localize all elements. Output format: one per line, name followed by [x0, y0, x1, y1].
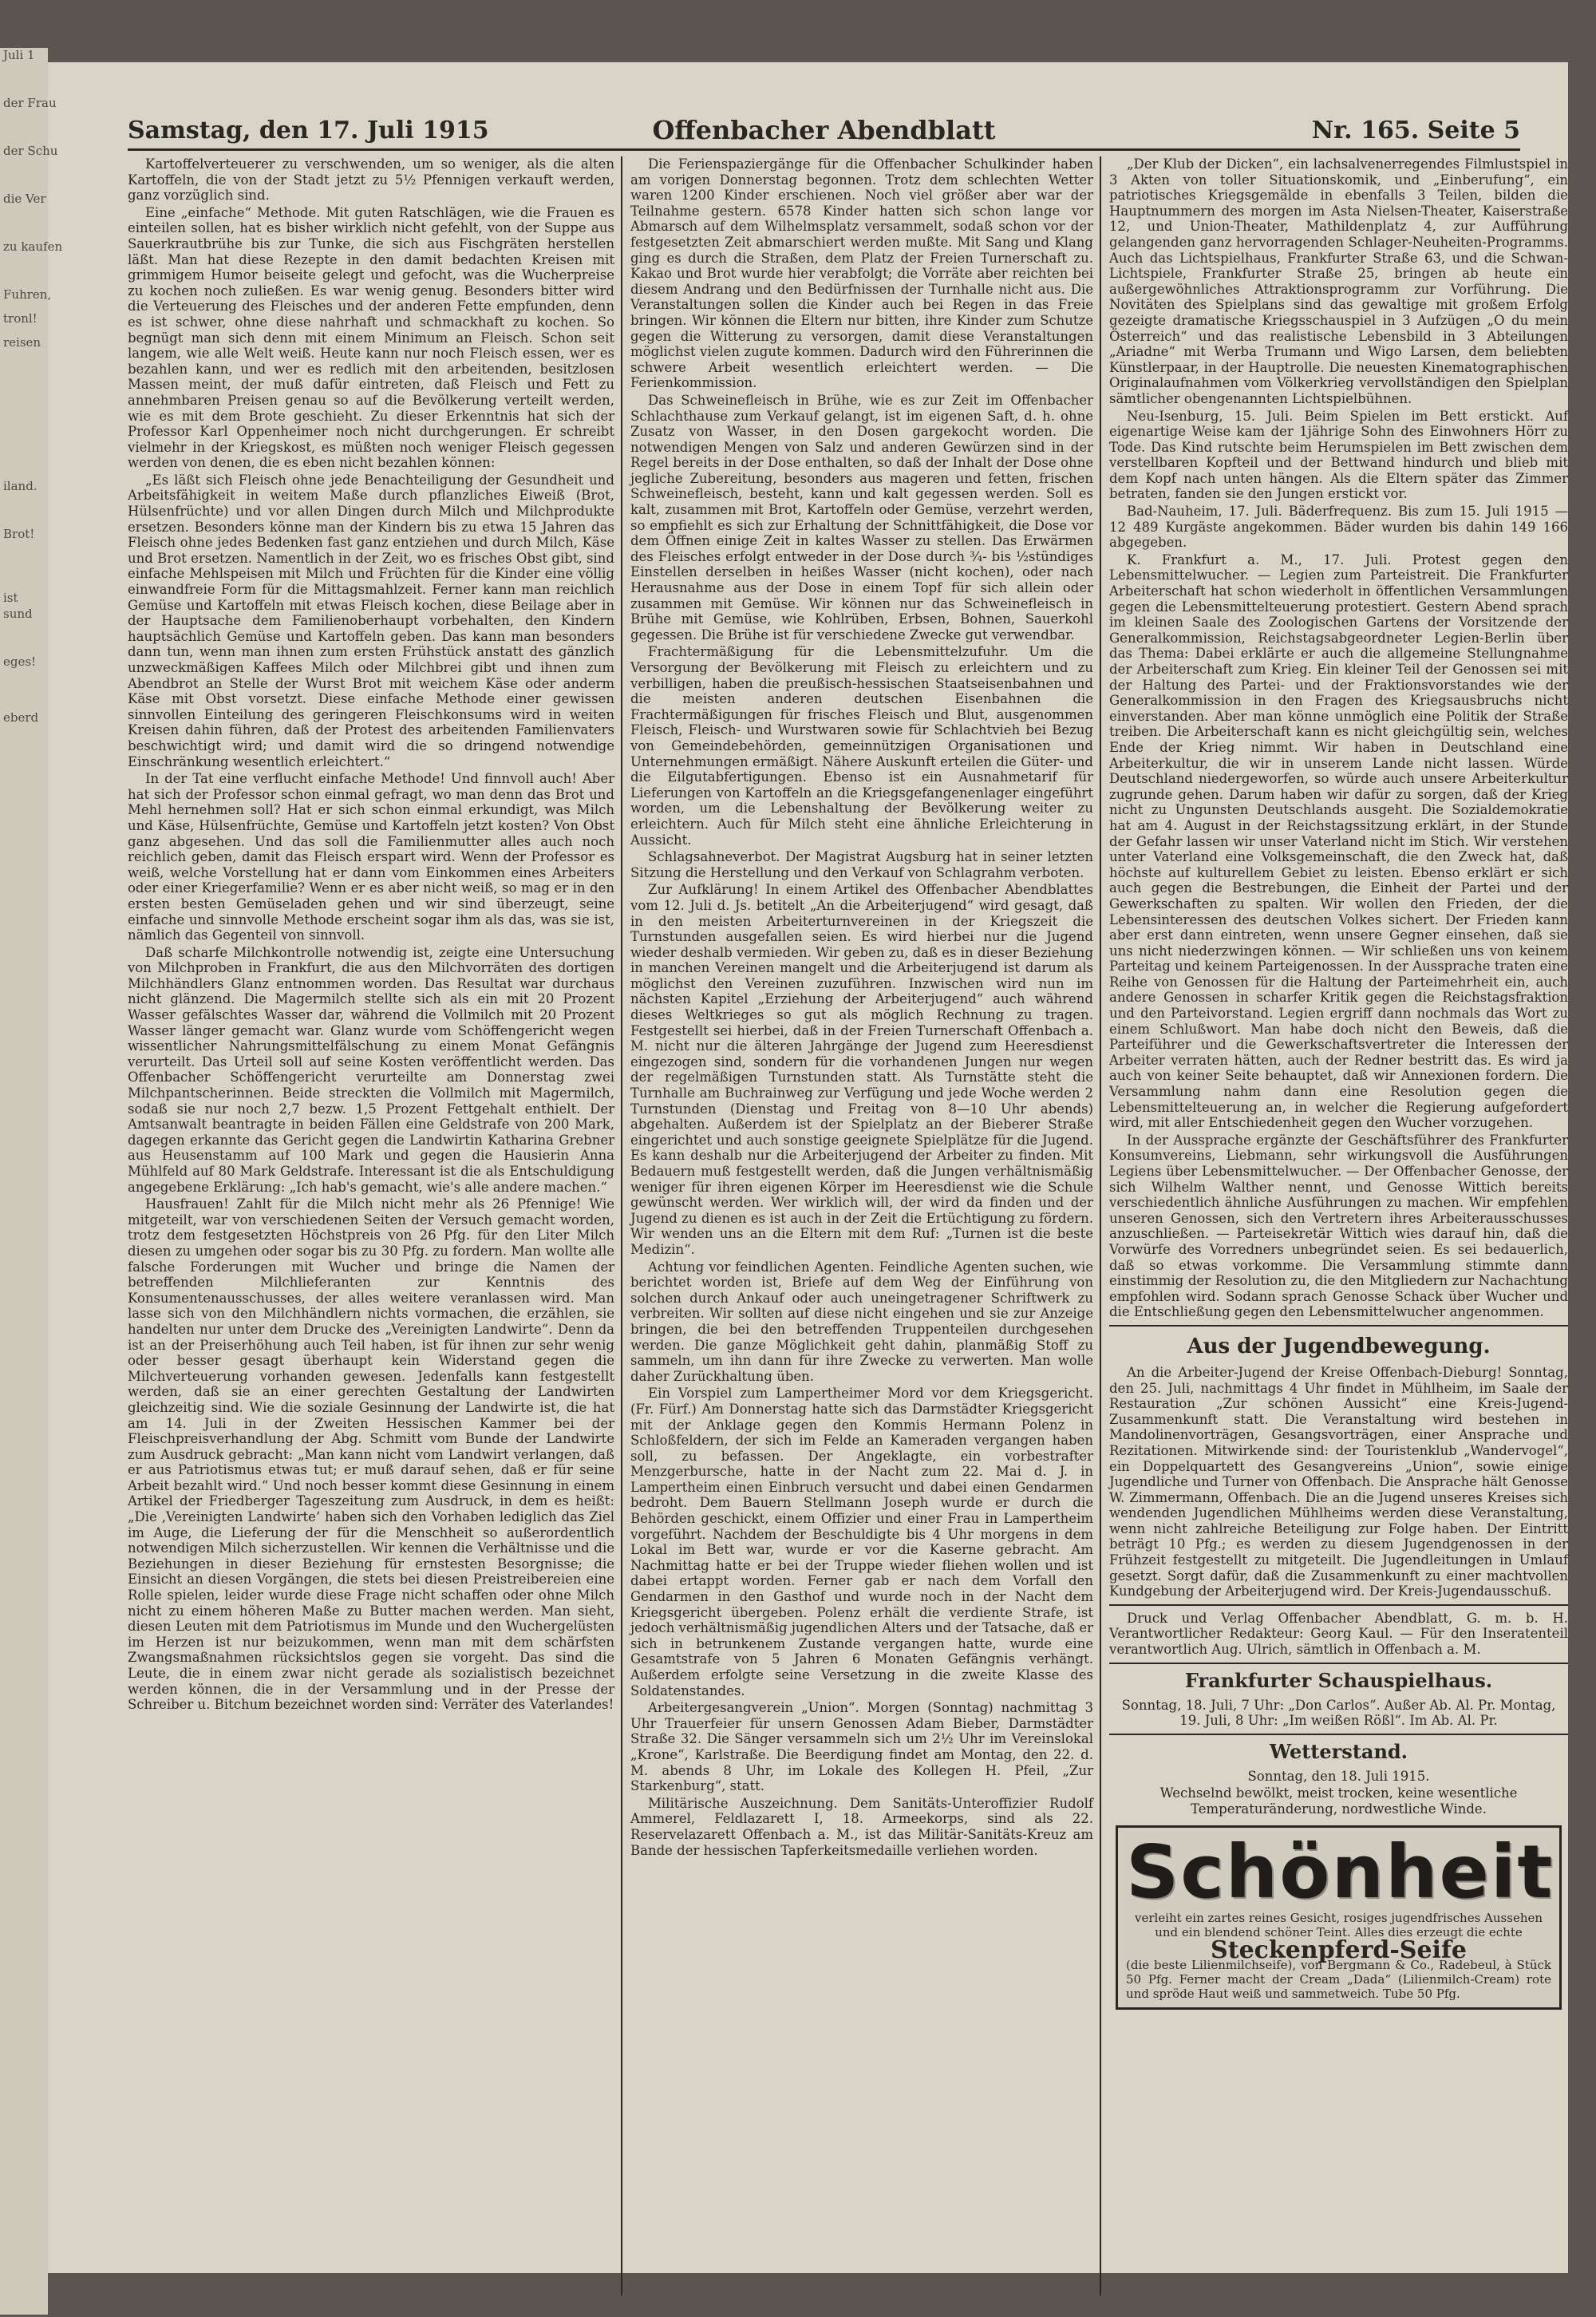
article-paragraph: Kartoffelverteuerer zu verschwenden, um so weniger, als die alten Kartoffeln, die von der Stadt jetzt zu 5½ Pfennigen verkauft werden, ganz vorzüglich sind. [128, 156, 614, 204]
article-paragraph: „Der Klub der Dicken“, ein lachsalvenerregendes Filmlustspiel in 3 Akten von toller Situationskomik, und „Einberufung“, ein patriotisches Kriegsgemälde in ebenfalls 3 Teilen, bilden die Hauptnummern des morgen im Asta Nielsen-Theater, Kaiserstraße 12, und Union-Theater, Mathildenplatz 4, zur Aufführung gelangenden ganz hervorragenden Schlager-Neuheiten-Programms. Auch das Lichtspielhaus, Frankfurter Straße 63, und die Schwan-Lichtspiele, Frankfurter Straße 25, bringen ab heute ein außergewöhnliches Attraktionsprogramm zur Vorführung. Die Novitäten des Spielplans sind das gewaltige mit großem Erfolg gezeigte dramatische Kriegsschauspiel in 3 Aufzügen „O du mein Österreich“ und das realistische Lebensbild in 3 Abteilungen „Ariadne“ mit Werba Trumann und Wigo Larsen, dem beliebten Künstlerpaar, in der Hauptrolle. Die neuesten Kinematographischen Originalaufnahmen vom Völkerkrieg vervollständigen den Spielplan sämtlicher obengenannten Lichtspielbühnen. [1109, 156, 1568, 406]
strip-fragment: iland. [3, 479, 38, 493]
strip-fragment: sund [3, 607, 33, 621]
header-paper-title: Offenbacher Abendblatt [652, 115, 996, 145]
strip-fragment: Juli 1 [3, 48, 35, 62]
article-paragraph: In der Tat eine verflucht einfache Methode! Und finnvoll auch! Aber hat sich der Professor schon einmal gefragt, wo man denn das Brot und Mehl hernehmen soll? Hat er sich schon einmal erkundigt, was Milch und Käse, Hülsenfrüchte, Gemüse und Kartoffeln jetzt kosten? Von Obst ganz abgesehen. Und das soll die Familienmutter alles auch noch reichlich geben, damit das Fleisch erspart wird. Wenn der Professor es weiß, welche Vorstellung hat er dann vom Einkommen eines Arbeiters oder einer Kriegerfamilie? Wenn er es aber nicht weiß, so mag er in den ersten besten Gemüseladen gehen und wir sind überzeugt, seine einfache und sinnvolle Methode erscheint sogar ihm als das, was sie ist, nämlich das Gegenteil von sinnvoll. [128, 771, 614, 943]
article-paragraph: Schlagsahneverbot. Der Magistrat Augsburg hat in seiner letzten Sitzung die Herstellung und den Verkauf von Schlagrahm verboten. [630, 849, 1093, 880]
theater-title: Frankfurter Schauspielhaus. [1184, 1668, 1493, 1692]
article-paragraph: Bad-Nauheim, 17. Juli. Bäderfrequenz. Bis zum 15. Juli 1915 — 12 489 Kurgäste angekommen. Bäder wurden bis dahin 149 166 abgegeben. [1109, 504, 1568, 551]
weather-date: Sonntag, den 18. Juli 1915. [1247, 1768, 1430, 1784]
column-1 [128, 156, 614, 2311]
article-paragraph: „Es läßt sich Fleisch ohne jede Benachteiligung der Gesundheit und Arbeitsfähigkeit in weitem Maße durch pflanzliches Eiweiß (Brot, Hülsenfrüchte) und vor allen Dingen durch Milch und Milchprodukte ersetzen. Besonders könne man der Kindern bis zu etwa 15 Jahren das Fleisch ohne jedes Bedenken fast ganz entziehen und durch Milch, Käse und Brot ersetzen. Namentlich in der Zeit, wo es frisches Obst gibt, sind einfache Mehlspeisen mit Milch und Früchten für die Kinder eine völlig einwandfreie Form für die Mittagsmahlzeit. Ferner kann man reichlich Gemüse und Kartoffeln mit etwas Fleisch kochen, diese Beilage aber in der Hauptsache dem Familienoberhaupt vorbehalten, den Kindern hauptsächlich Gemüse und Kartoffeln geben. Das kann man besonders dann tun, wenn man ihnen zum ersten Frühstück anstatt des gänzlich unzweckmäßigen Kaffees Milch oder Milchbrei gibt und ihnen zum Abendbrot an Stelle der Wurst Brot mit weichem Käse oder anderm Käse mit Obst vorsetzt. Diese einfache Methode einer gewissen sinnvollen Einteilung des geringeren Fleischkonsums wird in weiten Kreisen dahin führen, daß der Protest des arbeitenden Familienvaters beschwichtigt wird; und damit wird die so dringend notwendige Einschränkung wesentlich erleichtert.“ [128, 472, 614, 769]
newspaper-page [48, 62, 1568, 2273]
article-paragraph: Frachtermäßigung für die Lebensmittelzufuhr. Um die Versorgung der Bevölkerung mit Fleisch zu erleichtern und zu verbilligen, haben die preußisch-hessischen Staatseisenbahnen und die meisten anderen deutschen Eisenbahnen die Frachtermäßigungen für frisches Fleisch und Blut, ausgenommen Fleisch, Fleisch- und Wurstwaren sowie für Schlachtvieh bei Bezug von Gemeindebehörden, gemeinnützigen Organisationen und Unternehmungen ermäßigt. Nähere Auskunft erteilen die Güter- und die Eilgutabfertigungen. Ebenso ist ein Ausnahmetarif für Lieferungen von Kartoffeln an die Kriegsgefangenenlager eingeführt worden, um die Lebenshaltung der Bevölkerung weiter zu erleichtern. Auch für Milch steht eine ähnliche Erleichterung in Aussicht. [630, 644, 1093, 848]
strip-fragment: eges! [3, 654, 37, 669]
column-2 [630, 156, 1093, 2311]
article-paragraph: Achtung vor feindlichen Agenten. Feindliche Agenten suchen, wie berichtet worden ist, Briefe auf dem Weg der Einführung von solchen durch Ankauf oder auch uneingetragener Schriftwerk zu verbreiten. Wir sollten auf diese nicht eingehen und sie zur Anzeige bringen, die bei den betreffenden Truppenteilen durchgesehen werden. Die ganze Möglichkeit geht dahin, planmäßig Stoff zu sammeln, um ihn dann für ihre Zwecke zu verwerten. Man wolle daher Zurückhaltung üben. [630, 1259, 1093, 1384]
weather-forecast: Wechselnd bewölkt, meist trocken, keine wesentliche Temperaturänderung, nordwestliche Winde. [1159, 1785, 1518, 1817]
strip-fragment: Brot! [3, 527, 35, 541]
section-divider [1109, 1604, 1568, 1606]
strip-fragment: tronl! [3, 311, 38, 326]
section-divider [1109, 1663, 1568, 1664]
strip-fragment: zu kaufen [3, 239, 63, 254]
strip-fragment: der Frau [3, 96, 57, 110]
ad-subtext: verleiht ein zartes reines Gesicht, rosiges jugendfrisches Aussehen und ein blendend schöner Teint. Alles dies erzeugt die echte [1134, 1910, 1543, 1939]
youth-section-title: Aus der Jugendbewegung. [1187, 1334, 1491, 1358]
ad-brand: Steckenpferd-Seife [1211, 1935, 1467, 1964]
header-page-number: Nr. 165. Seite 5 [1311, 117, 1520, 144]
section-divider [1109, 1734, 1568, 1735]
adjacent-page-strip [0, 48, 63, 2315]
strip-fragment: der Schu [3, 144, 58, 158]
column-rule [1100, 156, 1101, 2295]
article-paragraph: Militärische Auszeichnung. Dem Sanitäts-Unteroffizier Rudolf Ammerel, Feldlazarett I, 18. Armeekorps, sind als 22. Reservelazarett Offenbach a. M., ist das Militär-Sanitäts-Kreuz am Bande der hessischen Tapferkeitsmedaille verliehen worden. [630, 1795, 1093, 1858]
soap-advertisement [1116, 1825, 1562, 2011]
article-paragraph: Das Schweinefleisch in Brühe, wie es zur Zeit im Offenbacher Schlachthause zum Verkauf gelangt, ist im eigenen Saft, d. h. ohne Zusatz von Wasser, in den Dosen gargekocht worden. Die notwendigen Mengen von Salz und anderen Gewürzen sind in der Regel bereits in der Dose enthalten, so daß der Inhalt der Dose ohne jegliche Zubereitung, besonders aus mageren und fetten, frischen Schweinefleisch, besteht, kann und kalt gegessen werden. Soll es kalt, zusammen mit Brot, Kartoffeln oder Gemüse, verzehrt werden, so empfiehlt es sich zur Erhaltung der Schnittfähigkeit, die Dose vor dem Öffnen einige Zeit in kaltes Wasser zu stellen. Das Erwärmen des Fleisches erfolgt entweder in der Dose durch ¾- bis ½stündiges Einstellen derselben in heißes Wasser (nicht kochen), oder nach Herausnahme aus der Dose in einem Topf für sich allein oder zusammen mit Gemüse. Wir können nur das Schweinefleisch in Brühe mit Gemüse, wie Kohlrüben, Erbsen, Bohnen, Sauerkohl gegessen. Die Brühe ist für verschiedene Zwecke gut verwendbar. [630, 392, 1093, 643]
article-paragraph: Arbeitergesangverein „Union“. Morgen (Sonntag) nachmittag 3 Uhr Trauerfeier für unsern Genossen Adam Bieber, Darmstädter Straße 32. Die Sänger versammeln sich um 2½ Uhr im Vereinslokal „Krone“, Karlstraße. Die Beerdigung findet am Montag, den 22. d. M. abends 8 Uhr, im Lokale des Kollegen H. Pfeil, „Zur Starkenburg“, statt. [630, 1700, 1093, 1794]
page-header [128, 112, 1520, 151]
article-paragraph: K. Frankfurt a. M., 17. Juli. Protest gegen den Lebensmittelwucher. — Legien zum Parteistreit. Die Frankfurter Arbeiterschaft hat schon wiederholt in öffentlichen Versammlungen gegen die Lebensmittelteuerung protestiert. Gestern Abend sprach im kleinen Saale des Zoologischen Gartens der Vorsitzende der Generalkommission, Reichstagsabgeordneter Legien-Berlin über das Thema: Dabei erklärte er auch die allgemeine Stellungnahme der Arbeiterschaft zum Krieg. Ein kleiner Teil der Genossen sei mit der Haltung des Partei- und der Fraktionsvorstandes wie der Generalkommission in den Fragen des Kriegsausbruchs nicht einverstanden. Aber man könne unmöglich eine Politik der Straße treiben. Die Arbeiterschaft kann es nicht gleichgültig sein, welches Ende der Krieg nimmt. Wir haben in Deutschland eine Arbeiterkultur, die wir in unserem Lande nicht lassen. Würde Deutschland niedergeworfen, so würde auch unsere Arbeiterkultur zugrunde gehen. Darum haben wir dafür zu sorgen, daß der Krieg nicht zu Ungunsten Deutschlands ausgeht. Die Sozialdemokratie hat am 4. August in der Reichstagssitzung erklärt, in der Stunde der Gefahr lassen wir unser Vaterland nicht im Stich. Wir verstehen unter Vaterland eine Volksgemeinschaft, die den Zweck hat, daß höchste auf kulturellem Gebiet zu leisten. Ebenso erklärt er sich auch gegen die Bestrebungen, die Einheit der Partei und der Gewerkschaften zu spalten. Wir wollen den Frieden, der die Lebensinteressen des deutschen Volkes sichert. Der Frieden kann aber erst dann eintreten, wenn unsere Gegner einsehen, daß sie uns nicht niederzwingen können. — Wir schließen uns von keinem Parteitag und keinem Parteigenossen. In der Aussprache traten eine Reihe von Genossen für die Haltung der Parteimehrheit ein, auch andere Genossen in scharfer Kritik gegen die Reichstagsfraktion und den Parteivorstand. Legien ergriff dann nochmals das Wort zu einem Schlußwort. Man habe doch nicht den Beweis, daß die Parteiführer und die Gewerkschaftsvertreter die Interessen der Arbeiter verraten hätten, auch der Redner bestritt das. Es wird ja auch von keiner Seite behauptet, daß wir Annexionen fordern. Die Versammlung nahm dann eine Resolution gegen die Lebensmittelteuerung an, in welcher die Regierung aufgefordert wird, mit aller Entschiedenheit gegen den Wucher vorzugehen. [1109, 552, 1568, 1131]
strip-fragment: die Ver [3, 192, 46, 206]
strip-fragment: ist [3, 591, 18, 605]
column-rule [621, 156, 622, 2295]
weather-title: Wetterstand. [1269, 1739, 1408, 1763]
header-date: Samstag, den 17. Juli 1915 [128, 117, 489, 144]
article-paragraph: In der Aussprache ergänzte der Geschäftsführer des Frankfurter Konsumvereins, Liebmann, sehr wirkungsvoll die Ausführungen Legiens über Lebensmittelwucher. — Der Offenbacher Genosse, der sich Wilhelm Walther nennt, und Genosse Wittich bereits verschiedentlich ähnliche Ausführungen zu machen. Wir empfehlen unseren Genossen, sich den Vertretern ihres Arbeiterausschusses anzuschließen. — Parteisekretär Wittich wies darauf hin, daß die Vorwürfe des Vorredners unbegründet seien. Es sei bedauerlich, daß so etwas vorkomme. Die Versammlung stimmte dann einstimmig der Resolution zu, die den Mitgliedern zur Nachachtung empfohlen wird. Sodann sprach Genosse Schack über Wucher und die Entschließung gegen den Lebensmittelwucher angenommen. [1109, 1132, 1568, 1320]
imprint: Druck und Verlag Offenbacher Abendblatt, G. m. b. H. Verantwortlicher Redakteur: Georg Kaul. — Für den Inseratenteil verantwortlich Aug. Ulrich, sämtlich in Offenbach a. M. [1109, 1610, 1568, 1658]
article-paragraph: Daß scharfe Milchkontrolle notwendig ist, zeigte eine Untersuchung von Milchproben in Frankfurt, die aus den Milchvorräten des dortigen Milchhändlers Glanz entnommen worden. Das Resultat war durchaus nicht glänzend. Die Magermilch stellte sich als ein mit 20 Prozent Wasser gefälschtes Wasser dar, während die Vollmilch mit 20 Prozent Wasser länger gemacht war. Glanz wurde vom Schöffengericht wegen wissentlicher Nahrungsmittelfälschung zu einem Monat Gefängnis verurteilt. Das Urteil soll auf seine Kosten veröffentlicht werden. Das Offenbacher Schöffengericht verurteilte am Donnerstag zwei Milchpantscherinnen. Beide streckten die Vollmilch mit Magermilch, sodaß sie nur noch 2,7 bezw. 1,5 Prozent Fettgehalt enthielt. Der Amtsanwalt beantragte in beiden Fällen eine Geldstrafe von 200 Mark, dagegen erkannte das Gericht gegen die Landwirtin Katharina Grebner aus Heusenstamm auf 100 Mark und gegen die Hausierin Anna Mühlfeld auf 80 Mark Geldstrafe. Interessant ist die als Entschuldigung angegebene Erklärung: „Ich hab's gemacht, wie's alle andere machen.“ [128, 944, 614, 1195]
ad-fineprint: (die beste Lilienmilchseife), von Bergmann & Co., Radebeul, à Stück 50 Pfg. Ferner macht der Cream „Dada“ (Lilienmilch-Cream) rote und spröde Haut weiß und sammetweich. Tube 50 Pfg. [1126, 1958, 1551, 2002]
section-divider [1109, 1325, 1568, 1327]
theater-program: Sonntag, 18. Juli, 7 Uhr: „Don Carlos“. Außer Ab. Al. Pr. Montag, 19. Juli, 8 Uhr: „Im weißen Rößl“. Im Ab. Al. Pr. [1121, 1697, 1556, 1729]
column-3 [1109, 156, 1568, 2311]
article-paragraph: Die Ferienspaziergänge für die Offenbacher Schulkinder haben am vorigen Donnerstag begonnen. Trotz dem schlechten Wetter waren 1200 Kinder erschienen. Noch viel größer aber war der Teilnahme gestern. 6578 Kinder hatten sich schon lange vor Abmarsch auf dem Wilhelmsplatz versammelt, sodaß schon vor der festgesetzten Zeit abmarschiert werden mußte. Mit Sang und Klang ging es durch die Straßen, dem Platz der Freien Turnerschaft zu. Kakao und Brot wurde hier verabfolgt; die Vorräte aber reichten bei diesem Andrang und den Bedürfnissen der Turnhalle nicht aus. Die Veranstaltungen sollen die Kinder auch bei Regen in das Freie bringen. Wir können die Eltern nur bitten, ihre Kinder zum Schutze gegen die Witterung zu versorgen, damit diese Veranstaltungen möglichst vielen zugute kommen. Dadurch wird den Führerinnen die schwere Arbeit wesentlich erleichtert werden. — Die Ferienkommission. [630, 156, 1093, 391]
article-paragraph: An die Arbeiter-Jugend der Kreise Offenbach-Dieburg! Sonntag, den 25. Juli, nachmittags 4 Uhr findet in Mühlheim, im Saale der Restauration „Zur schönen Aussicht“ eine Kreis-Jugend-Zusammenkunft statt. Die Veranstaltung wird bestehen in Mandolinenvorträgen, Gesangsvorträgen, einer Ansprache und Rezitationen. Mitwirkende sind: der Touristenklub „Wandervogel“, ein Doppelquartett des Gesangvereins „Union“, sowie einige Jugendliche und Turner von Offenbach. Die Ansprache hält Genosse W. Zimmermann, Offenbach. Die an die Jugend unseres Kreises sich wendenden Jugendlichen Mühlheims werden diese Veranstaltung, wenn nicht zahlreiche Beteiligung zur Folge haben. Der Eintritt beträgt 10 Pfg.; es werden zu diesem Jugendgenossen in der Frühzeit festgestellt zu mitgeteilt. Die Jugendleitungen in Umlauf gesetzt. Sorgt dafür, daß die Zusammenkunft zu einer machtvollen Kundgebung der Arbeiterjugend wird. Der Kreis-Jugendausschuß. [1109, 1364, 1568, 1599]
ad-headline: Schönheit [1126, 1829, 1555, 1915]
article-paragraph: Ein Vorspiel zum Lampertheimer Mord vor dem Kriegsgericht. (Fr. Fürf.) Am Donnerstag hatte sich das Darmstädter Kriegsgericht mit der Anklage gegen den Kommis Hermann Polenz in Schloßfeldern, der sich im Felde an Kameraden vergangen haben soll, zu befassen. Der Angeklagte, ein vorbestrafter Menzgerbursche, hatte in der Nacht zum 22. Mai d. J. in Lampertheim einen Einbruch versucht und dabei einen Gendarmen bedroht. Dem Bauern Stellmann Joseph wurde er durch die Behörden geschickt, einem Offizier und einer Frau in Lampertheim vorgeführt. Nachdem der Beschuldigte bis 4 Uhr morgens in dem Lokal im Bett war, wurde er vor die Kaserne gebracht. Am Nachmittag hatte er bei der Truppe wieder fliehen wollen und ist dabei ertappt worden. Ferner gab er nach dem Vorfall den Gendarmen in den Gasthof und wurde noch in der Nacht dem Kriegsgericht übergeben. Polenz erhält die verdiente Strafe, ist jedoch verhältnismäßig jugendlichen Alters und der Tatsache, daß er sich in betrunkenem Zustande vergangen hatte, wurde eine Gesamtstrafe von 5 Jahren 6 Monaten Gefängnis verhängt. Außerdem erfolgte seine Versetzung in die zweite Klasse des Soldatenstandes. [630, 1386, 1093, 1698]
article-paragraph: Zur Aufklärung! In einem Artikel des Offenbacher Abendblattes vom 12. Juli d. Js. betitelt „An die Arbeiterjugend“ wird gesagt, daß in den meisten Arbeiterturnvereinen in der Kriegszeit die Turnstunden ausgefallen seien. Es wird hierbei nur die Jugend wieder deshalb vermieden. Wir geben zu, daß es in dieser Beziehung in manchen Vereinen mangelt und die Arbeiterjugend ist darum als möglichst den Vereinen zuzuführen. Inzwischen wird nun im nächsten Kapitel „Erziehung der Arbeiterjugend“ auch während dieses Weltkrieges so gut als möglich Rechnung zu tragen. Festgestellt sei hierbei, daß in der Freien Turnerschaft Offenbach a. M. nicht nur die älteren Jahrgänge der Jugend zum Heeresdienst eingezogen sind, sondern für die vorhandenen Jungen nur wegen der regelmäßigen Turnstunden statt. Als Turnstätte steht die Turnhalle am Buchrainweg zur Verfügung und jede Woche werden 2 Turnstunden (Dienstag und Freitag von 8—10 Uhr abends) abgehalten. Außerdem ist der Spielplatz an der Bieberer Straße eingerichtet und auch sonstige geeignete Spielplätze für die Jugend. Es kann deshalb nur die Arbeiterjugend der Arbeiter zu finden. Mit Bedauern muß festgestellt werden, daß die Jungen verhältnismäßig weniger für ihren eigenen Körper im Heeresdienst wie die Schule gewünscht werden. Wer wirklich will, der wird da finden und der Jugend zu dienen es ist auch in der Zeit die Ertüchtigung zu fördern. Wir wenden uns an die Eltern mit dem Ruf: „Turnen ist die beste Medizin“. [630, 882, 1093, 1257]
article-paragraph: Eine „einfache“ Methode. Mit guten Ratschlägen, wie die Frauen es einteilen sollen, hat es bisher wirklich nicht gefehlt, von der Suppe aus Sauerkrautbrühe bis zur Tunke, die sich aus Fischgräten herstellen läßt. Man hat diese Rezepte in den damit bedachten Kreisen mit grimmigem Humor beiseite gelegt und gefocht, was die Wucherpreise zu kochen noch zuließen. Es war wenig genug. Besonders bitter wird die Verteuerung des Fleisches und der anderen Fette empfunden, denn es ist schwer, ohne diese nahrhaft und schmackhaft zu kochen. So begnügt man sich denn mit einem Minimum an Fleisch. Schon seit langem, wie alle Welt weiß. Heute kann nur noch Fleisch essen, wer es bezahlen kann, und wer es redlich mit den arbeitenden, besitzlosen Massen meint, der muß dafür eintreten, daß Fleisch und Fett zu annehmbaren Preisen genau so auf die Bevölkerung verteilt werden, wie es mit dem Brote geschieht. Zu dieser Erkenntnis hat sich der Professor Karl Oppenheimer noch nicht durchgerungen. Er schreibt vielmehr in der Kriegskost, es müßten noch weniger Fleisch gegessen werden von denen, die es eben nicht bezahlen können: [128, 204, 614, 471]
article-paragraph: Hausfrauen! Zahlt für die Milch nicht mehr als 26 Pfennige! Wie mitgeteilt, war von verschiedenen Seiten der Versuch gemacht worden, trotz dem festgesetzten Höchstpreis von 26 Pfg. für den Liter Milch diesen zu umgehen oder sogar bis zu 30 Pfg. zu fordern. Man wollte alle falsche Forderungen mit Wucher und bringe die Namen der betreffenden Milchlieferanten zur Kenntnis des Konsumentenausschusses, der alles weitere veranlassen wird. Man lasse sich von den Milchhändlern nichts vormachen, die erzählen, sie handelten nur unter dem Drucke des „Vereinigten Landwirte“. Denn da ist an der Preiserhöhung auch Teil haben, ist für ihnen zur sehr wenig oder besser gesagt überhaupt kein Widerstand gegen die Milchverteuerung vorhanden gewesen. Jedenfalls kann festgestellt werden, daß sie an einer gerechten Gestaltung der Landwirten gleichzeitig sind. Wie die soziale Gesinnung der Landwirte ist, die hat am 14. Juli in der Zweiten Hessischen Kammer bei der Fleischpreisverhandlung der Abg. Schmitt vom Bunde der Landwirte zum Ausdruck gebracht: „Man kann nicht vom Landwirt verlangen, daß er aus Patriotismus etwas tut; er muß darauf sehen, daß er für seine Arbeit bezahlt wird.“ Und noch besser kommt diese Gesinnung in einem Artikel der Friedberger Tageszeitung zum Ausdruck, in dem es heißt: „Die ‚Vereinigten Landwirte‘ haben sich den Vorhaben lediglich das Ziel im Auge, die Lieferung der für die Menschheit so außerordentlich notwendigen Milch sicherzustellen. Wir kennen die Verhältnisse und die Beziehungen in dieser Beziehung für ernstesten Besorgnisse; die Einsicht an diesen Vorgängen, die stets bei diesen Preistreibereien eine Rolle spielen, leider wurde diese Frage nicht schaffen oder ohne Milch nicht zu einem höheren Maße zu Butter machen werden. Man sieht, diesen Leuten mit dem Patriotismus im Munde und den Wuchergelüsten im Herzen ist nur beizukommen, wenn man mit dem schärfsten Zwangsmaßnahmen rücksichtslos gegen sie vorgeht. Das sind die Leute, die in einem zwar nicht gerade als sozialistisch bezeichnet werden können, die in der Versammlung und in der Presse der Schreiber u. Bitchum bezeichnet worden sind: Verräter des Vaterlandes! [128, 1196, 614, 1713]
strip-fragment: reisen [3, 335, 41, 350]
article-paragraph: Neu-Isenburg, 15. Juli. Beim Spielen im Bett erstickt. Auf eigenartige Weise kam der 1jährige Sohn des Einwohners Hörr zu Tode. Das Kind rutschte beim Herumspielen im Bett zwischen dem verstellbaren Kopfteil und der Bettwand hindurch und blieb mit dem Kopf nach unten hängen. Als die Eltern später das Zimmer betraten, fanden sie den Jungen erstickt vor. [1109, 408, 1568, 502]
strip-fragment: Fuhren, [3, 287, 52, 302]
strip-fragment: eberd [3, 710, 39, 725]
